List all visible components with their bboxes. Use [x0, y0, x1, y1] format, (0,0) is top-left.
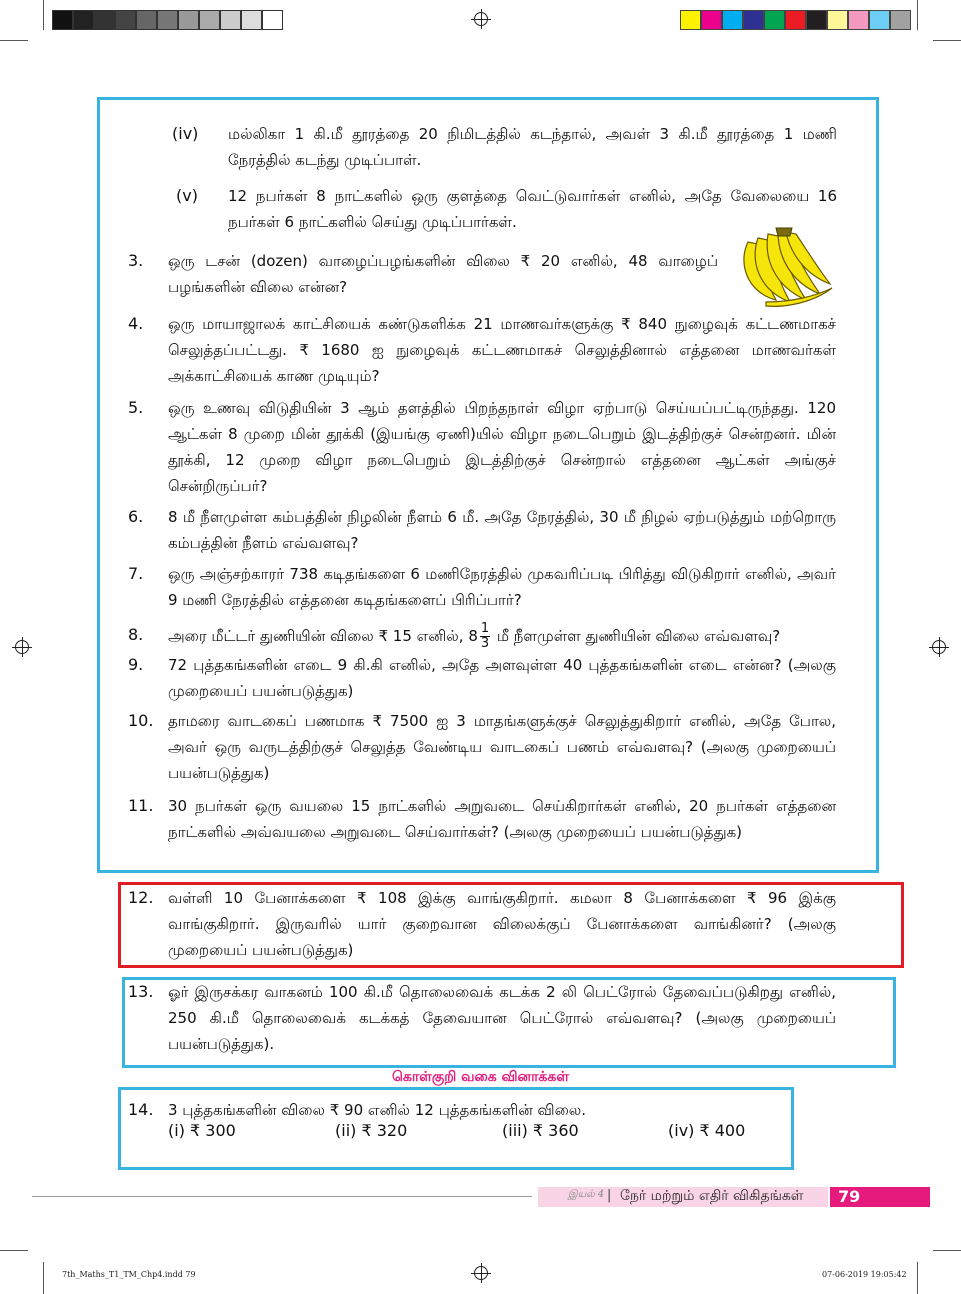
option-iii: (iii) ₹ 360	[502, 1121, 579, 1140]
greyscale-calibration-bar	[52, 10, 283, 30]
question-number: 6.	[128, 507, 144, 526]
question-number: 12.	[128, 888, 154, 907]
question-number: (v)	[176, 186, 198, 205]
question-text: ஒரு அஞ்சற்காரர் 738 கடிதங்களை 6 மணிநேரத்தில் முகவரிப்படி பிரித்து விடுகிறார் எனில், அவர் 9 மணி நேரத்தில் எத்தனை கடிதங்களைப் பிரிப்பார்?	[168, 565, 836, 609]
mixed-fraction	[468, 621, 497, 651]
registration-mark-icon	[15, 640, 29, 654]
question-text-part: அரை மீட்டர் துணியின் விலை ₹ 15 எனில்,	[168, 627, 464, 645]
question-number: 7.	[128, 564, 144, 583]
question-text: 3 புத்தகங்களின் விலை ₹ 90 எனில் 12 புத்தகங்களின் விலை.	[168, 1101, 587, 1119]
question-number: 8.	[128, 625, 144, 644]
question-number: 13.	[128, 982, 154, 1001]
question-text: ஒரு மாயாஜாலக் காட்சியைக் கண்டுகளிக்க 21 மாணவர்களுக்கு ₹ 840 நுழைவுக் கட்டணமாகச் செலுத்தப்பட்டது. ₹ 1680 ஐ நுழைவுக் கட்டணமாகச் செலுத்தினால் எத்தனை மாணவர்கள் அக்காட்சியைக் காண முடியும்?	[168, 315, 836, 385]
registration-mark-icon	[474, 1266, 488, 1280]
fraction-whole: 8	[468, 627, 478, 645]
footer-chapter-title: நேர் மற்றும் எதிர் விகிதங்கள்	[620, 1188, 804, 1204]
question-number: 10.	[128, 711, 154, 730]
question-number: (iv)	[172, 124, 199, 143]
page-number: 79	[830, 1187, 930, 1207]
option-i: (i) ₹ 300	[168, 1121, 236, 1140]
registration-mark-icon	[474, 12, 488, 26]
question-number: 9.	[128, 655, 144, 674]
footer-chapter-label: இயல் 4	[568, 1189, 605, 1200]
option-iv: (iv) ₹ 400	[668, 1121, 746, 1140]
question-number: 5.	[128, 398, 144, 417]
banana-bunch-illustration	[736, 222, 836, 310]
question-text: 8 மீ நீளமுள்ள கம்பத்தின் நிழலின் நீளம் 6 மீ. அதே நேரத்தில், 30 மீ நிழல் ஏற்படுத்தும் மற்றொரு கம்பத்தின் நீளம் எவ்வளவு?	[168, 508, 836, 552]
question-number: 11.	[128, 796, 154, 815]
question-text: ஓர் இருசக்கர வாகனம் 100 கி.மீ தொலைவைக் கடக்க 2 லி பெட்ரோல் தேவைப்படுகிறது எனில், 250 கி.மீ தொலைவைக் கடக்கத் தேவையான பெட்ரோல் எவ்வளவு? (அலகு முறையைப் பயன்படுத்துக).	[168, 983, 836, 1053]
fraction-numerator: 1	[480, 621, 490, 636]
question-number: 14.	[128, 1100, 154, 1119]
slug-timestamp: 07-06-2019 19:05:42	[822, 1270, 907, 1279]
fraction-denominator: 3	[480, 636, 490, 651]
footer-rule	[32, 1196, 532, 1197]
fraction	[480, 622, 490, 651]
color-calibration-bar	[680, 10, 911, 30]
question-text: ஒரு உணவு விடுதியின் 3 ஆம் தளத்தில் பிறந்தநாள் விழா ஏற்பாடு செய்யப்பட்டிருந்தது. 120 ஆட்கள் 8 முறை மின் தூக்கி (இயங்கு ஏணி)யில் விழா நடைபெறும் இடத்திற்குச் சென்றனர். மின் தூக்கி, 12 முறை விழா நடைபெறும் இடத்திற்குச் சென்றால் எத்தனை ஆட்கள் அங்குச் சென்றிருப்பர்?	[168, 399, 836, 495]
question-text: 12 நபர்கள் 8 நாட்களில் ஒரு குளத்தை வெட்டுவார்கள் எனில், அதே வேலையை 16 நபர்கள் 6 நாட்களில் செய்து முடிப்பார்கள்.	[228, 187, 837, 231]
registration-mark-icon	[932, 640, 946, 654]
question-number: 4.	[128, 314, 144, 333]
question-number: 3.	[128, 251, 144, 270]
option-ii: (ii) ₹ 320	[335, 1121, 408, 1140]
question-text: 30 நபர்கள் ஒரு வயலை 15 நாட்களில் அறுவடை செய்கிறார்கள் எனில், 20 நபர்கள் எத்தனை நாட்களில் அவ்வயலை அறுவடை செய்வார்கள்? (அலகு முறையைப் பயன்படுத்துக)	[168, 797, 836, 841]
slug-filename: 7th_Maths_T1_TM_Chp4.indd 79	[62, 1270, 196, 1279]
question-text: 72 புத்தகங்களின் எடை 9 கி.கி எனில், அதே அளவுள்ள 40 புத்தகங்களின் எடை என்ன? (அலகு முறையைப் பயன்படுத்துக)	[168, 656, 836, 700]
question-text-part: மீ நீளமுள்ள துணியின் விலை எவ்வளவு?	[496, 627, 781, 645]
footer-separator: |	[607, 1188, 612, 1203]
question-text: மல்லிகா 1 கி.மீ தூரத்தை 20 நிமிடத்தில் கடந்தால், அவள் 3 கி.மீ தூரத்தை 1 மணி நேரத்தில் கடந்து முடிப்பாள்.	[228, 125, 837, 169]
section-heading: கொள்குறி வகை வினாக்கள்	[392, 1069, 569, 1085]
question-text: தாமரை வாடகைப் பணமாக ₹ 7500 ஐ 3 மாதங்களுக்குச் செலுத்துகிறார் எனில், அதே போல, அவர் ஒரு வருடத்திற்குச் செலுத்த வேண்டிய வாடகைப் பணம் எவ்வளவு? (அலகு முறையைப் பயன்படுத்துக)	[168, 712, 836, 782]
question-text	[168, 622, 836, 651]
question-text: ஒரு டசன் (dozen) வாழைப்பழங்களின் விலை ₹ 20 எனில், 48 வாழைப் பழங்களின் விலை என்ன?	[168, 252, 718, 296]
question-text: வள்ளி 10 பேனாக்களை ₹ 108 இக்கு வாங்குகிறார். கமலா 8 பேனாக்களை ₹ 96 இக்கு வாங்குகிறார். இருவரில் யார் குறைவான விலைக்குப் பேனாக்களை வாங்கினர்? (அலகு முறையைப் பயன்படுத்துக)	[168, 889, 836, 959]
